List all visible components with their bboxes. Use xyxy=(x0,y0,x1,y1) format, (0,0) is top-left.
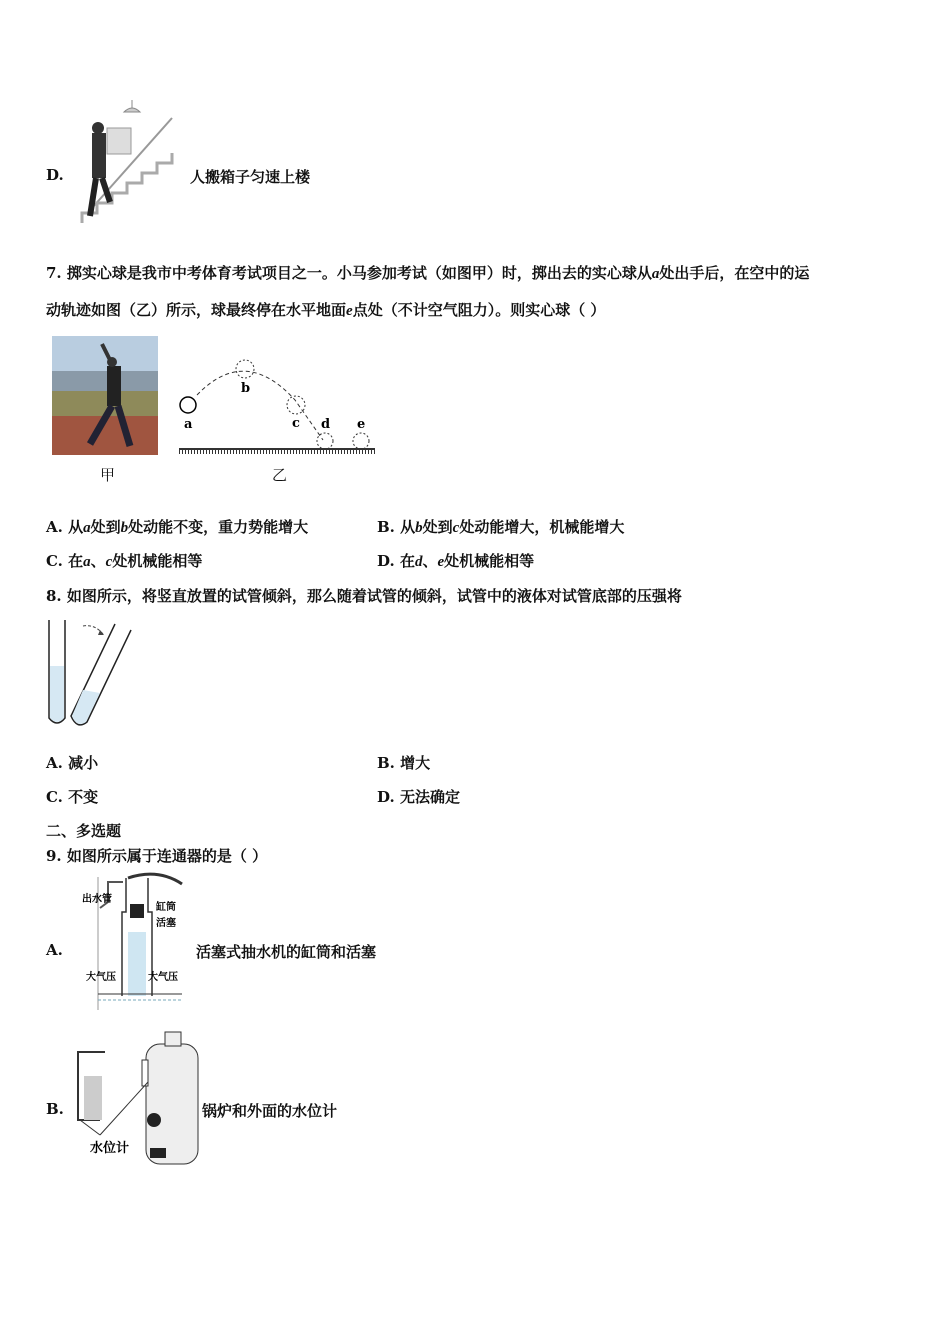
test-tube-figure xyxy=(45,618,145,730)
point-label: a xyxy=(184,417,193,432)
svg-text:水位计: 水位计 xyxy=(90,1141,130,1156)
option-b[interactable]: B. xyxy=(46,1100,64,1118)
point-label: b xyxy=(241,381,251,396)
option-a[interactable]: A. xyxy=(46,941,63,959)
option-d[interactable]: D. 在d、e处机械能相等 xyxy=(377,552,535,570)
section-heading: 二、多选题 xyxy=(46,822,122,840)
point-label: c xyxy=(292,416,300,431)
stairs-figure xyxy=(72,98,180,228)
option-d[interactable]: D. 无法确定 xyxy=(377,788,460,806)
svg-text:大气压: 大气压 xyxy=(148,972,178,983)
athlete-photo xyxy=(52,336,158,455)
figure-label-yi: 乙 xyxy=(272,466,288,484)
svg-text:出水管: 出水管 xyxy=(82,894,112,905)
piston-pump-figure xyxy=(78,872,190,1012)
option-a[interactable]: A. 减小 xyxy=(46,754,99,772)
option-text: 人搬箱子匀速上楼 xyxy=(190,168,311,186)
option-b[interactable]: B. 从b处到c处动能增大，机械能增大 xyxy=(377,518,625,536)
option-c[interactable]: C. 不变 xyxy=(46,788,99,806)
option-b[interactable]: B. 增大 xyxy=(377,754,431,772)
point-label: e xyxy=(357,417,366,432)
option-a-text: 活塞式抽水机的缸筒和活塞 xyxy=(196,943,377,961)
svg-text:大气压: 大气压 xyxy=(86,972,116,983)
svg-text:活塞: 活塞 xyxy=(156,918,176,929)
question-9-stem: 9. 如图所示属于连通器的是（ ） xyxy=(46,847,268,865)
question-7-stem-line2: 动轨迹如图（乙）所示，球最终停在水平地面e点处（不计空气阻力）。则实心球（ ） xyxy=(46,301,606,319)
svg-text:缸筒: 缸筒 xyxy=(156,902,176,913)
option-a[interactable]: A. 从a处到b处动能不变，重力势能增大 xyxy=(46,518,309,536)
option-c[interactable]: C. 在a、c处机械能相等 xyxy=(46,552,203,570)
boiler-figure xyxy=(70,1030,202,1165)
point-label: d xyxy=(321,417,331,432)
question-8-stem: 8. 如图所示，将竖直放置的试管倾斜，那么随着试管的倾斜，试管中的液体对试管底部的压强将 xyxy=(46,587,682,605)
trajectory-diagram xyxy=(175,355,380,455)
figure-label-jia: 甲 xyxy=(100,466,116,484)
question-7-stem-line1: 7. 掷实心球是我市中考体育考试项目之一。小马参加考试（如图甲）时，掷出去的实心球从a处出手后，在空中的运 xyxy=(46,264,810,282)
option-letter: D. xyxy=(46,166,64,184)
option-b-text: 锅炉和外面的水位计 xyxy=(202,1102,338,1120)
